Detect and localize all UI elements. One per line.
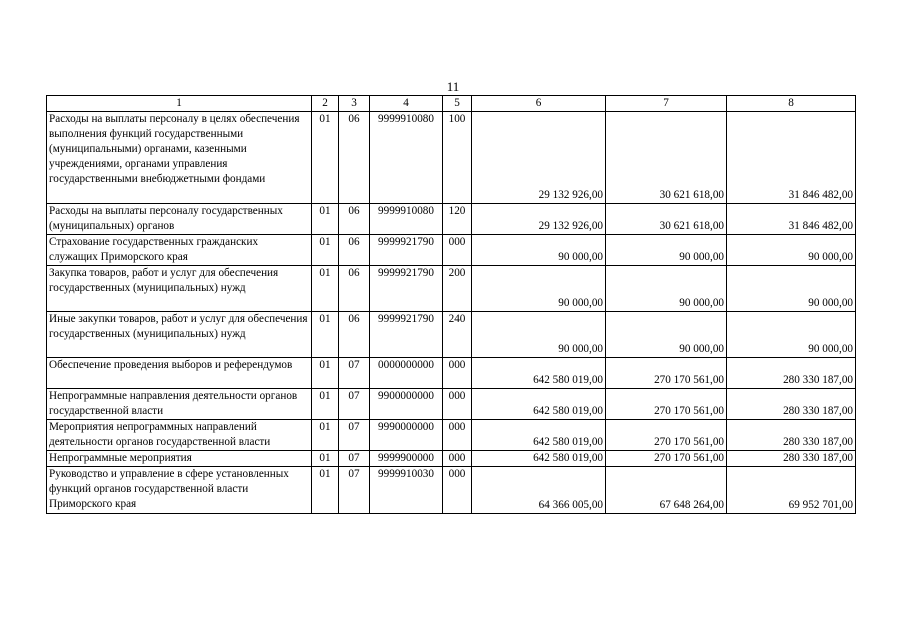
- amount-col8: 31 846 482,00: [727, 204, 856, 235]
- amount-col7: 30 621 618,00: [606, 112, 727, 204]
- subsection-code: 06: [339, 204, 370, 235]
- amount-col6: 642 580 019,00: [472, 420, 606, 451]
- header-cell: 1: [47, 96, 312, 112]
- expense-type-code: 000: [443, 389, 472, 420]
- subsection-code: 07: [339, 451, 370, 467]
- header-cell: 5: [443, 96, 472, 112]
- amount-col8: 280 330 187,00: [727, 389, 856, 420]
- subsection-code: 07: [339, 467, 370, 514]
- amount-col6: 90 000,00: [472, 312, 606, 358]
- amount-col6: 64 366 005,00: [472, 467, 606, 514]
- subsection-code: 06: [339, 312, 370, 358]
- amount-col7: 270 170 561,00: [606, 389, 727, 420]
- expense-type-code: 000: [443, 420, 472, 451]
- amount-col8: 280 330 187,00: [727, 451, 856, 467]
- header-cell: 6: [472, 96, 606, 112]
- table-row: [47, 204, 856, 235]
- amount-col7: 90 000,00: [606, 235, 727, 266]
- row-name: Мероприятия непрограммных направлений деятельности органов государственной власти: [47, 420, 312, 451]
- section-code: 01: [312, 467, 339, 514]
- subsection-code: 06: [339, 235, 370, 266]
- amount-col6: 90 000,00: [472, 266, 606, 312]
- header-cell: 2: [312, 96, 339, 112]
- target-article-code: 9999921790: [370, 235, 443, 266]
- amount-col7: 90 000,00: [606, 266, 727, 312]
- amount-col8: 69 952 701,00: [727, 467, 856, 514]
- row-name: Иные закупки товаров, работ и услуг для обеспечения государственных (муниципальных) нужд: [47, 312, 312, 358]
- subsection-code: 07: [339, 358, 370, 389]
- amount-col6: 29 132 926,00: [472, 204, 606, 235]
- row-name: Непрограммные мероприятия: [47, 451, 312, 467]
- section-code: 01: [312, 112, 339, 204]
- subsection-code: 06: [339, 112, 370, 204]
- amount-col6: 90 000,00: [472, 235, 606, 266]
- table-row: [47, 467, 856, 514]
- section-code: 01: [312, 266, 339, 312]
- table-row: [47, 266, 856, 312]
- amount-col7: 270 170 561,00: [606, 420, 727, 451]
- target-article-code: 9999910080: [370, 112, 443, 204]
- amount-col8: 280 330 187,00: [727, 358, 856, 389]
- row-name: Страхование государственных гражданских служащих Приморского края: [47, 235, 312, 266]
- page-number: 11: [446, 79, 460, 94]
- row-name: Обеспечение проведения выборов и референдумов: [47, 358, 312, 389]
- amount-col7: 67 648 264,00: [606, 467, 727, 514]
- row-name: Расходы на выплаты персоналу государственных (муниципальных) органов: [47, 204, 312, 235]
- section-code: 01: [312, 358, 339, 389]
- table-row: [47, 389, 856, 420]
- amount-col6: 642 580 019,00: [472, 358, 606, 389]
- table-row: [47, 235, 856, 266]
- row-name: Закупка товаров, работ и услуг для обеспечения государственных (муниципальных) нужд: [47, 266, 312, 312]
- amount-col6: 642 580 019,00: [472, 389, 606, 420]
- row-name: Непрограммные направления деятельности органов государственной власти: [47, 389, 312, 420]
- section-code: 01: [312, 235, 339, 266]
- header-cell: 7: [606, 96, 727, 112]
- expense-type-code: 200: [443, 266, 472, 312]
- amount-col8: 31 846 482,00: [727, 112, 856, 204]
- amount-col6: 642 580 019,00: [472, 451, 606, 467]
- expense-type-code: 240: [443, 312, 472, 358]
- target-article-code: 9990000000: [370, 420, 443, 451]
- expense-type-code: 000: [443, 358, 472, 389]
- target-article-code: 9999900000: [370, 451, 443, 467]
- amount-col8: 280 330 187,00: [727, 420, 856, 451]
- table-row: [47, 358, 856, 389]
- target-article-code: 0000000000: [370, 358, 443, 389]
- expense-type-code: 000: [443, 235, 472, 266]
- target-article-code: 9900000000: [370, 389, 443, 420]
- section-code: 01: [312, 420, 339, 451]
- target-article-code: 9999910030: [370, 467, 443, 514]
- table-row: [47, 112, 856, 204]
- target-article-code: 9999910080: [370, 204, 443, 235]
- amount-col8: 90 000,00: [727, 266, 856, 312]
- header-cell: 8: [727, 96, 856, 112]
- header-row: [47, 96, 856, 112]
- header-cell: 4: [370, 96, 443, 112]
- table-row: [47, 312, 856, 358]
- subsection-code: 06: [339, 266, 370, 312]
- target-article-code: 9999921790: [370, 266, 443, 312]
- expense-type-code: 100: [443, 112, 472, 204]
- row-name: Расходы на выплаты персоналу в целях обеспечения выполнения функций государственными (муниципальными) органами, казенными учреждениями, органами управления государственными внебюджетными фондами: [47, 112, 312, 204]
- expense-type-code: 000: [443, 451, 472, 467]
- table-row: [47, 420, 856, 451]
- amount-col8: 90 000,00: [727, 312, 856, 358]
- amount-col7: 90 000,00: [606, 312, 727, 358]
- amount-col6: 29 132 926,00: [472, 112, 606, 204]
- expense-type-code: 120: [443, 204, 472, 235]
- amount-col7: 270 170 561,00: [606, 358, 727, 389]
- subsection-code: 07: [339, 389, 370, 420]
- expense-type-code: 000: [443, 467, 472, 514]
- amount-col7: 30 621 618,00: [606, 204, 727, 235]
- subsection-code: 07: [339, 420, 370, 451]
- section-code: 01: [312, 389, 339, 420]
- table-row: [47, 451, 856, 467]
- target-article-code: 9999921790: [370, 312, 443, 358]
- section-code: 01: [312, 312, 339, 358]
- amount-col8: 90 000,00: [727, 235, 856, 266]
- section-code: 01: [312, 451, 339, 467]
- header-cell: 3: [339, 96, 370, 112]
- budget-table: [46, 95, 856, 514]
- amount-col7: 270 170 561,00: [606, 451, 727, 467]
- row-name: Руководство и управление в сфере установленных функций органов государственной власти Приморского края: [47, 467, 312, 514]
- section-code: 01: [312, 204, 339, 235]
